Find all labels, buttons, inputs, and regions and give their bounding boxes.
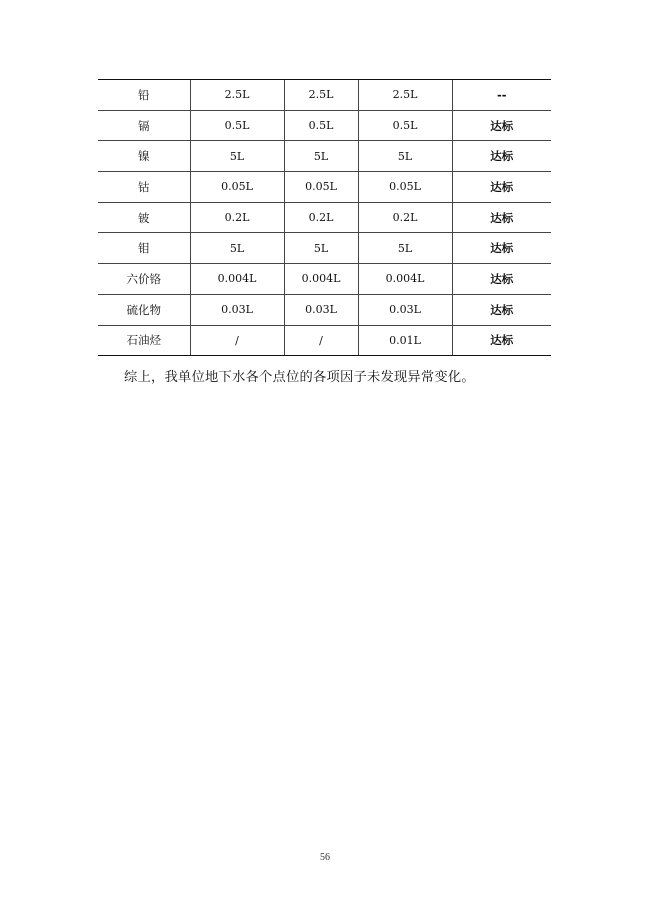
table-row xyxy=(98,202,551,233)
value-cell: 5L xyxy=(190,233,284,264)
value-cell: 0.004L xyxy=(284,264,358,295)
factor-name: 硫化物 xyxy=(98,294,190,325)
table-row xyxy=(98,80,551,111)
status-cell: 达标 xyxy=(452,233,551,264)
value-cell: 0.03L xyxy=(190,294,284,325)
value-cell: 0.004L xyxy=(190,264,284,295)
status-cell: 达标 xyxy=(452,294,551,325)
factor-name: 钴 xyxy=(98,172,190,203)
table-row xyxy=(98,141,551,172)
table-row xyxy=(98,264,551,295)
value-cell: 0.03L xyxy=(284,294,358,325)
status-cell: 达标 xyxy=(452,264,551,295)
value-cell: / xyxy=(190,325,284,356)
factor-name: 钼 xyxy=(98,233,190,264)
value-cell: 0.05L xyxy=(358,172,452,203)
conclusion-paragraph: 综上，我单位地下水各个点位的各项因子未发现异常变化。 xyxy=(124,370,475,385)
value-cell: 5L xyxy=(284,233,358,264)
value-cell: 0.5L xyxy=(284,110,358,141)
value-cell: 5L xyxy=(190,141,284,172)
factor-name: 铅 xyxy=(98,80,190,111)
value-cell: 2.5L xyxy=(358,80,452,111)
status-cell: -- xyxy=(452,80,551,111)
table-row xyxy=(98,294,551,325)
value-cell: 0.2L xyxy=(358,202,452,233)
value-cell: 0.2L xyxy=(284,202,358,233)
value-cell: 0.05L xyxy=(190,172,284,203)
value-cell: 2.5L xyxy=(284,80,358,111)
table-row xyxy=(98,110,551,141)
status-cell: 达标 xyxy=(452,172,551,203)
factor-name: 石油烃 xyxy=(98,325,190,356)
factor-name: 铍 xyxy=(98,202,190,233)
status-cell: 达标 xyxy=(452,202,551,233)
value-cell: 2.5L xyxy=(190,80,284,111)
table-row xyxy=(98,233,551,264)
factor-name: 六价铬 xyxy=(98,264,190,295)
value-cell: 5L xyxy=(358,233,452,264)
status-cell: 达标 xyxy=(452,141,551,172)
table-row xyxy=(98,325,551,356)
value-cell: 0.5L xyxy=(358,110,452,141)
value-cell: 0.01L xyxy=(358,325,452,356)
value-cell: 0.05L xyxy=(284,172,358,203)
page-number: 56 xyxy=(320,852,330,863)
factor-name: 镉 xyxy=(98,110,190,141)
value-cell: 5L xyxy=(284,141,358,172)
value-cell: 0.03L xyxy=(358,294,452,325)
value-cell: / xyxy=(284,325,358,356)
value-cell: 5L xyxy=(358,141,452,172)
factor-name: 镍 xyxy=(98,141,190,172)
results-table xyxy=(98,79,551,356)
status-cell: 达标 xyxy=(452,325,551,356)
value-cell: 0.5L xyxy=(190,110,284,141)
table-row xyxy=(98,172,551,203)
value-cell: 0.2L xyxy=(190,202,284,233)
value-cell: 0.004L xyxy=(358,264,452,295)
status-cell: 达标 xyxy=(452,110,551,141)
